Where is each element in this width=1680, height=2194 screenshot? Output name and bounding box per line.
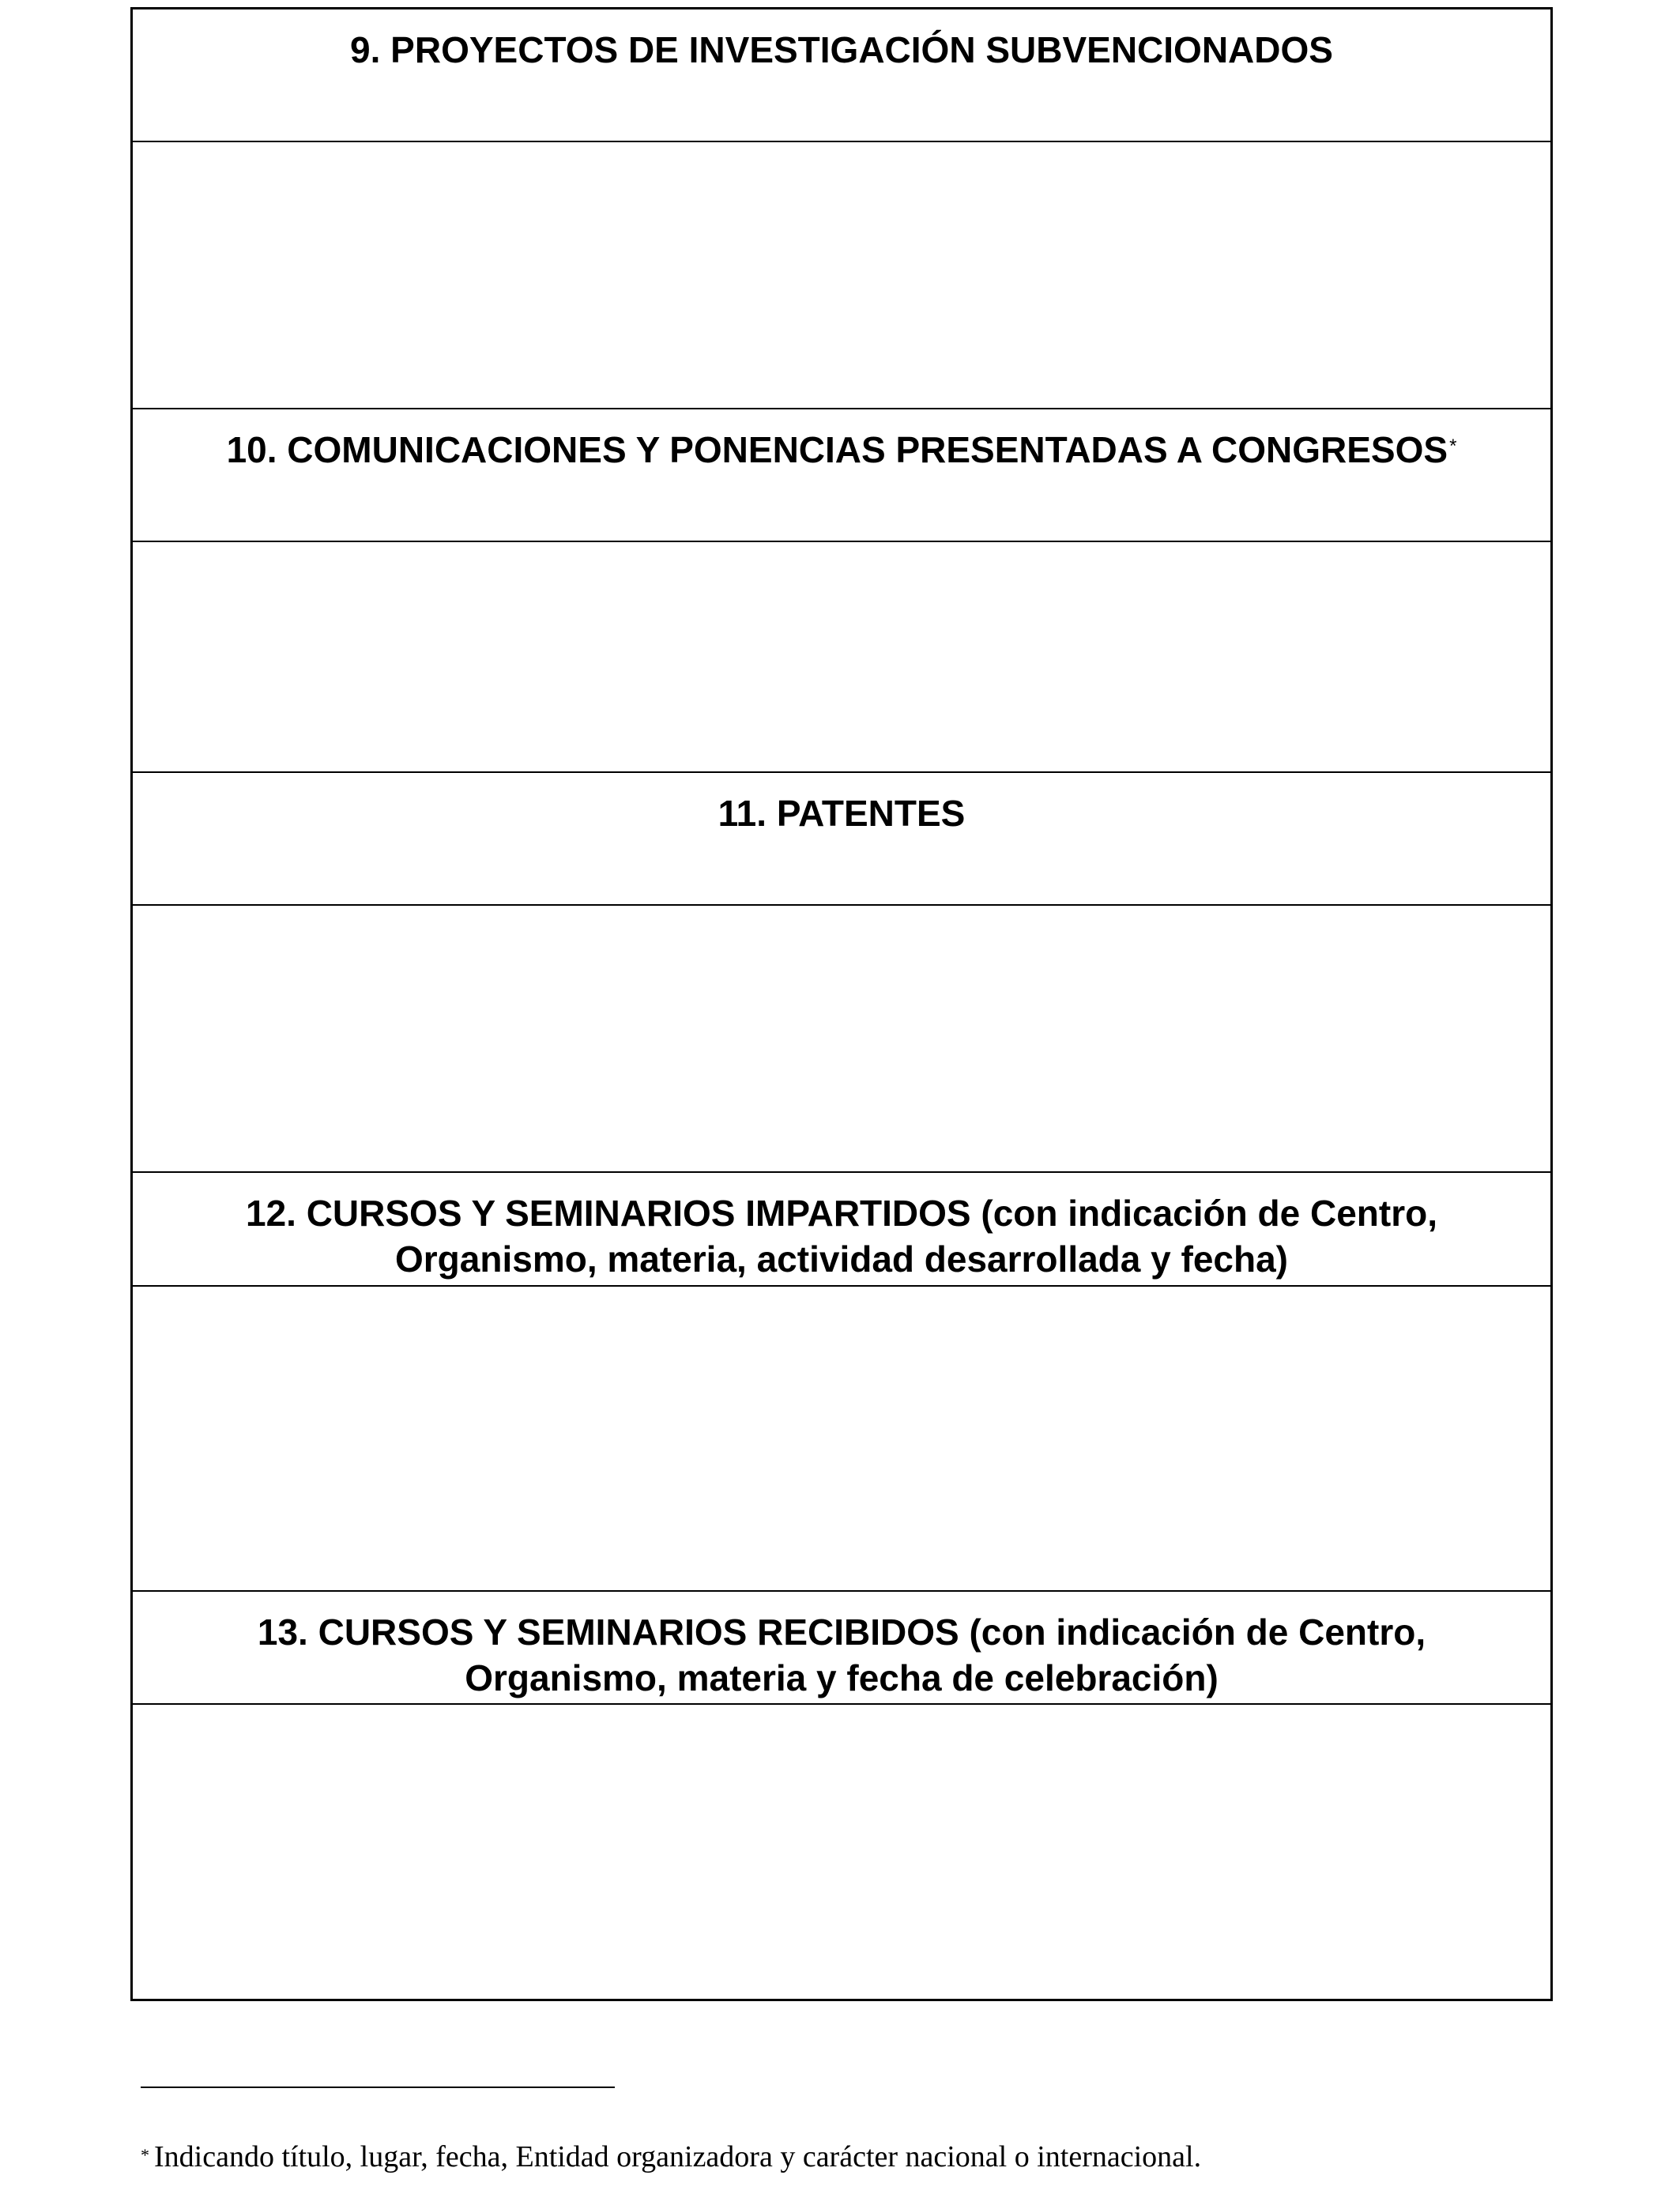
footnote-separator — [141, 2087, 615, 2088]
footnote-mark: * — [141, 2145, 149, 2165]
footnote-reference-mark: * — [1449, 435, 1457, 457]
section-13-title-line-2: Organismo, materia y fecha de celebración) — [465, 1657, 1219, 1698]
section-11-title: 11. PATENTES — [718, 793, 966, 834]
section-10-title: 10. COMUNICACIONES Y PONENCIAS PRESENTADAS A CONGRESOS — [226, 429, 1448, 470]
section-12-content-cell[interactable] — [133, 1287, 1550, 1592]
section-11-content-cell[interactable] — [133, 906, 1550, 1173]
footnote — [141, 2138, 1201, 2176]
section-11-header — [133, 773, 1550, 906]
section-13-header — [133, 1592, 1550, 1705]
section-12-title-line-2: Organismo, materia, actividad desarrollada y fecha) — [395, 1238, 1288, 1280]
section-9-header — [133, 9, 1550, 142]
section-10-header — [133, 409, 1550, 542]
footnote-text: Indicando título, lugar, fecha, Entidad organizadora y carácter nacional o internacional. — [154, 2140, 1202, 2173]
section-9-title: 9. PROYECTOS DE INVESTIGACIÓN SUBVENCIONADOS — [350, 29, 1333, 70]
section-12-header — [133, 1173, 1550, 1287]
section-13-content-cell[interactable] — [133, 1705, 1550, 1999]
section-10-content-cell[interactable] — [133, 542, 1550, 773]
section-9-content-cell[interactable] — [133, 142, 1550, 409]
section-12-title-line-1: 12. CURSOS Y SEMINARIOS IMPARTIDOS (con indicación de Centro, — [245, 1193, 1437, 1234]
section-13-title-line-1: 13. CURSOS Y SEMINARIOS RECIBIDOS (con indicación de Centro, — [257, 1612, 1426, 1653]
cv-form-table — [130, 7, 1553, 2001]
